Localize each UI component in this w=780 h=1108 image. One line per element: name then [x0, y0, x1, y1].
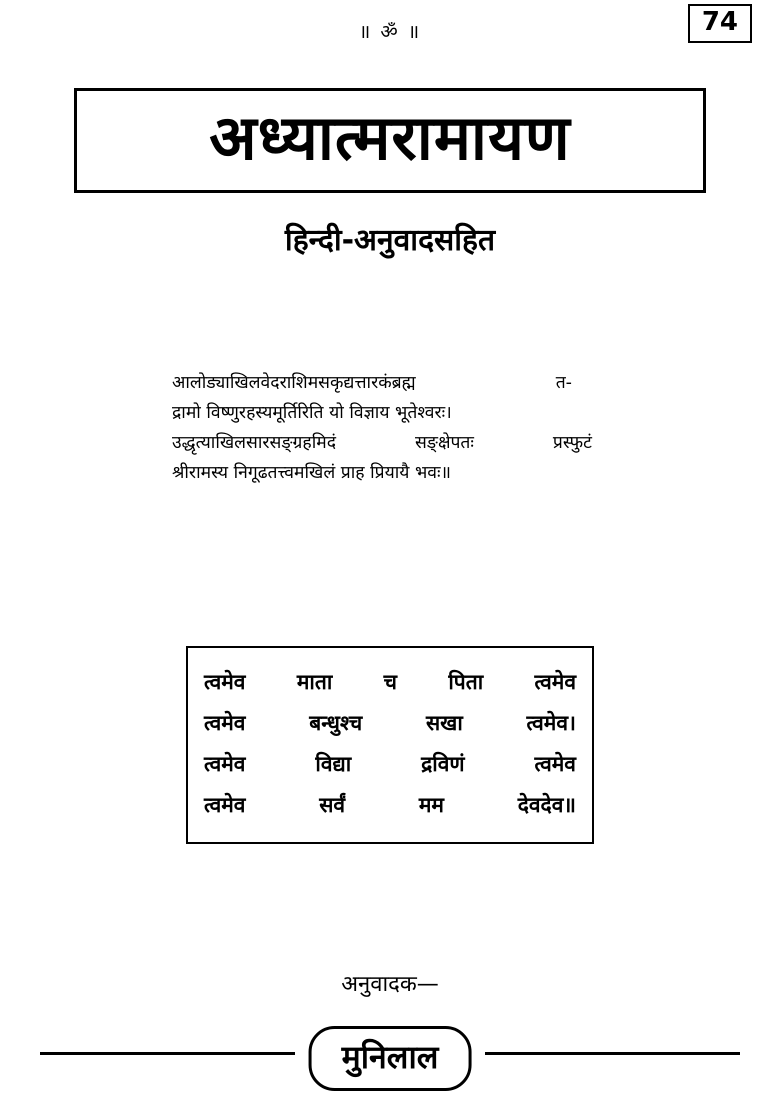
shloka-word: त्वमेव।: [526, 710, 576, 735]
shloka-word: च: [383, 670, 397, 694]
shloka-box: [186, 646, 594, 844]
translator-name: मुनिलाल: [309, 1026, 472, 1091]
shloka-row: [204, 662, 576, 703]
verse-line-1-part-a: आलोड्याखिलवेदराशिमसकृद्यत्तारकंब्रह्म: [172, 373, 416, 393]
shloka-word: माता: [296, 670, 333, 694]
shloka-word: सर्वं: [319, 792, 346, 817]
verse-line-1-part-b: त-: [555, 373, 572, 393]
shloka-word: मम: [418, 792, 444, 817]
translator-rule: [40, 1038, 740, 1102]
shloka-row: [204, 785, 576, 826]
shloka-word: सखा: [425, 710, 463, 735]
rule-right: [485, 1052, 740, 1055]
rule-left: [40, 1052, 295, 1055]
shloka-word: बन्धुश्च: [309, 710, 363, 735]
om-invocation: ॥ ॐ ॥: [358, 21, 422, 43]
verse-line-3-part-a: उद्धृत्याखिलसारसङ्ग्रहमिदं: [172, 433, 336, 454]
shloka-word: पिता: [448, 670, 484, 694]
shloka-word: त्वमेव: [204, 710, 246, 735]
verse-line-3-part-b: सङ्क्षेपतः: [414, 433, 474, 454]
shloka-word: त्वमेव: [204, 751, 246, 776]
verse-line-3-part-c: प्रस्फुटं: [552, 433, 592, 454]
translator-label: अनुवादक—: [341, 972, 439, 997]
shloka-word: त्वमेव: [204, 792, 246, 817]
shloka-word: त्वमेव: [534, 670, 576, 694]
shloka-word: त्वमेव: [534, 751, 576, 776]
subtitle: हिन्दी-अनुवादसहित: [284, 223, 496, 258]
shloka-word: त्वमेव: [204, 670, 246, 694]
shloka-row: [204, 744, 576, 785]
invocation-verse: [172, 368, 612, 488]
verse-line-2: द्रामो विष्णुरहस्यमूर्तिरिति यो विज्ञाय भूतेश्वरः।: [172, 403, 452, 424]
shloka-word: द्रविणं: [421, 751, 465, 776]
title-box: [74, 88, 706, 193]
verse-line-3: [172, 428, 592, 458]
shloka-word: विद्या: [315, 751, 352, 776]
shloka-word: देवदेव॥: [517, 792, 576, 817]
page-number: 74: [688, 4, 752, 43]
shloka-row: [204, 703, 576, 744]
page-title: अध्यात्मरामायण: [209, 101, 571, 174]
verse-line-1: [172, 368, 572, 398]
verse-line-4: श्रीरामस्य निगूढतत्त्वमखिलं प्राह प्रियायै भवः॥: [172, 463, 452, 484]
